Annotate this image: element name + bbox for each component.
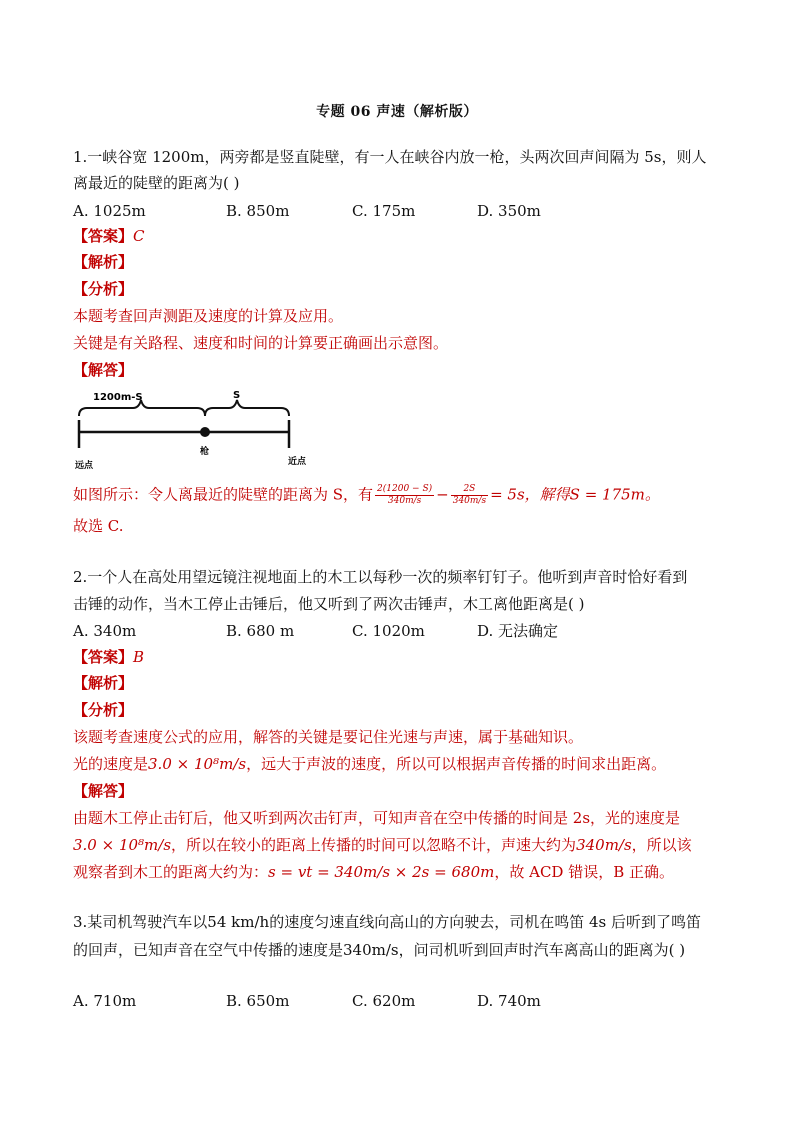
q2-option-b: B. 680 m (226, 622, 295, 640)
q2-stem-line1: 2.一个人在高处用望远镜注视地面上的木工以每秒一次的频率钉钉子。他听到声音时恰好看到 (73, 568, 688, 586)
q1-solution-line (73, 484, 733, 507)
q2-sol-line2-b: ，所以在较小的距离上传播的时间可以忽略不计，声速大约为 (171, 836, 577, 854)
q2-answer: B (133, 648, 145, 666)
q2-sol-line1: 由题木工停止击钉后，他又听到两次击钉声，可知声音在空中传播的时间是 2s，光的速度是 (73, 809, 681, 827)
q1-fenxi-line2: 关键是有关路程、速度和时间的计算要正确画出示意图。 (73, 334, 449, 352)
label-gun: 枪 (200, 447, 210, 457)
q1-frac2-den: 340m/s (452, 496, 487, 506)
q1-sol-suffix: = 5s，解得S = 175m。 (490, 485, 660, 504)
q3-option-a: A. 710m (73, 992, 137, 1010)
q1-frac2 (451, 484, 488, 507)
q1-answer-tag: 【答案】 (73, 227, 134, 245)
q3-stem-line2: 的回声，已知声音在空气中传播的速度是340m/s，问司机听到回声时汽车离高山的距离为( ) (73, 941, 686, 959)
q2-fenxi-line1: 该题考查速度公式的应用，解答的关键是要记住光速与声速，属于基础知识。 (73, 728, 584, 746)
page-title: 专题 06 声速（解析版） (316, 104, 478, 120)
q1-option-c: C. 175m (352, 202, 416, 220)
q2-answer-row (73, 647, 733, 667)
q2-fenxi-line2-a: 光的速度是 (73, 755, 149, 773)
q1-option-b: B. 850m (226, 202, 290, 220)
label-near: 近点 (288, 457, 307, 467)
q2-sol-line2-d: ，所以该 (631, 836, 692, 854)
q1-frac1-den: 340m/s (387, 496, 422, 506)
label-far: 远点 (75, 461, 94, 471)
q1-canyon-diagram (73, 386, 333, 472)
q1-frac1 (375, 484, 434, 507)
q2-distance-formula: s = vt = 340m/s × 2s = 680m (268, 863, 495, 881)
q1-fenxi-tag: 【分析】 (73, 280, 134, 298)
q2-option-d: D. 无法确定 (477, 622, 559, 640)
q1-conclusion: 故选 C. (73, 517, 124, 535)
q2-sol-line2 (73, 835, 733, 855)
q2-option-c: C. 1020m (352, 622, 425, 640)
q3-option-b: B. 650m (226, 992, 290, 1010)
q2-sol-line3-c: ，故 ACD 错误，B 正确。 (494, 863, 675, 881)
q2-fenxi-tag: 【分析】 (73, 701, 134, 719)
q1-option-a: A. 1025m (73, 202, 146, 220)
q3-option-c: C. 620m (352, 992, 416, 1010)
q2-answer-tag: 【答案】 (73, 648, 134, 666)
label-left: 1200m-S (93, 392, 143, 403)
q2-option-a: A. 340m (73, 622, 137, 640)
gun-point (200, 427, 210, 437)
q2-sound-speed: 340m/s (576, 836, 632, 854)
q2-stem-line2: 击锤的动作，当木工停止击锤后，他又听到了两次击锤声，木工离他距离是( ) (73, 595, 585, 613)
label-right: S (233, 390, 241, 401)
q1-stem-line1: 1.一峡谷宽 1200m，两旁都是竖直陡壁，有一人在峡谷内放一枪，头两次回声间隔为 5s，则人 (73, 148, 707, 166)
q2-sol-light-speed: 3.0 × 10⁸m/s (73, 836, 172, 854)
q2-light-speed: 3.0 × 10⁸m/s (148, 755, 247, 773)
q1-frac1-num: 2(1200 − S) (377, 484, 433, 494)
q1-option-d: D. 350m (477, 202, 541, 220)
q1-answer: C (133, 227, 145, 245)
q3-option-d: D. 740m (477, 992, 541, 1010)
q1-jiexi-tag: 【解析】 (73, 253, 134, 271)
q1-minus: − (436, 485, 449, 504)
q2-fenxi-line2-c: ，远大于声波的速度，所以可以根据声音传播的时间求出距离。 (246, 755, 667, 773)
q1-frac2-num: 2S (451, 484, 488, 496)
q2-jieda-tag: 【解答】 (73, 782, 134, 800)
q1-fenxi-line1: 本题考查回声测距及速度的计算及应用。 (73, 307, 344, 325)
q1-sol-prefix: 如图所示：令人离最近的陡壁的距离为 S，有 (73, 485, 374, 504)
q2-fenxi-line2 (73, 754, 733, 774)
q3-stem-line1: 3.某司机驾驶汽车以54 km/h的速度匀速直线向高山的方向驶去，司机在鸣笛 4s 后听到了鸣笛 (73, 913, 701, 931)
q1-stem-line2: 离最近的陡壁的距离为( ) (73, 174, 240, 192)
q2-sol-line3-a: 观察者到木工的距离大约为： (73, 863, 269, 881)
q2-sol-line3 (73, 862, 733, 882)
right-brace (205, 400, 289, 416)
q2-jiexi-tag: 【解析】 (73, 674, 134, 692)
q1-jieda-tag: 【解答】 (73, 361, 134, 379)
q1-answer-row (73, 226, 733, 246)
